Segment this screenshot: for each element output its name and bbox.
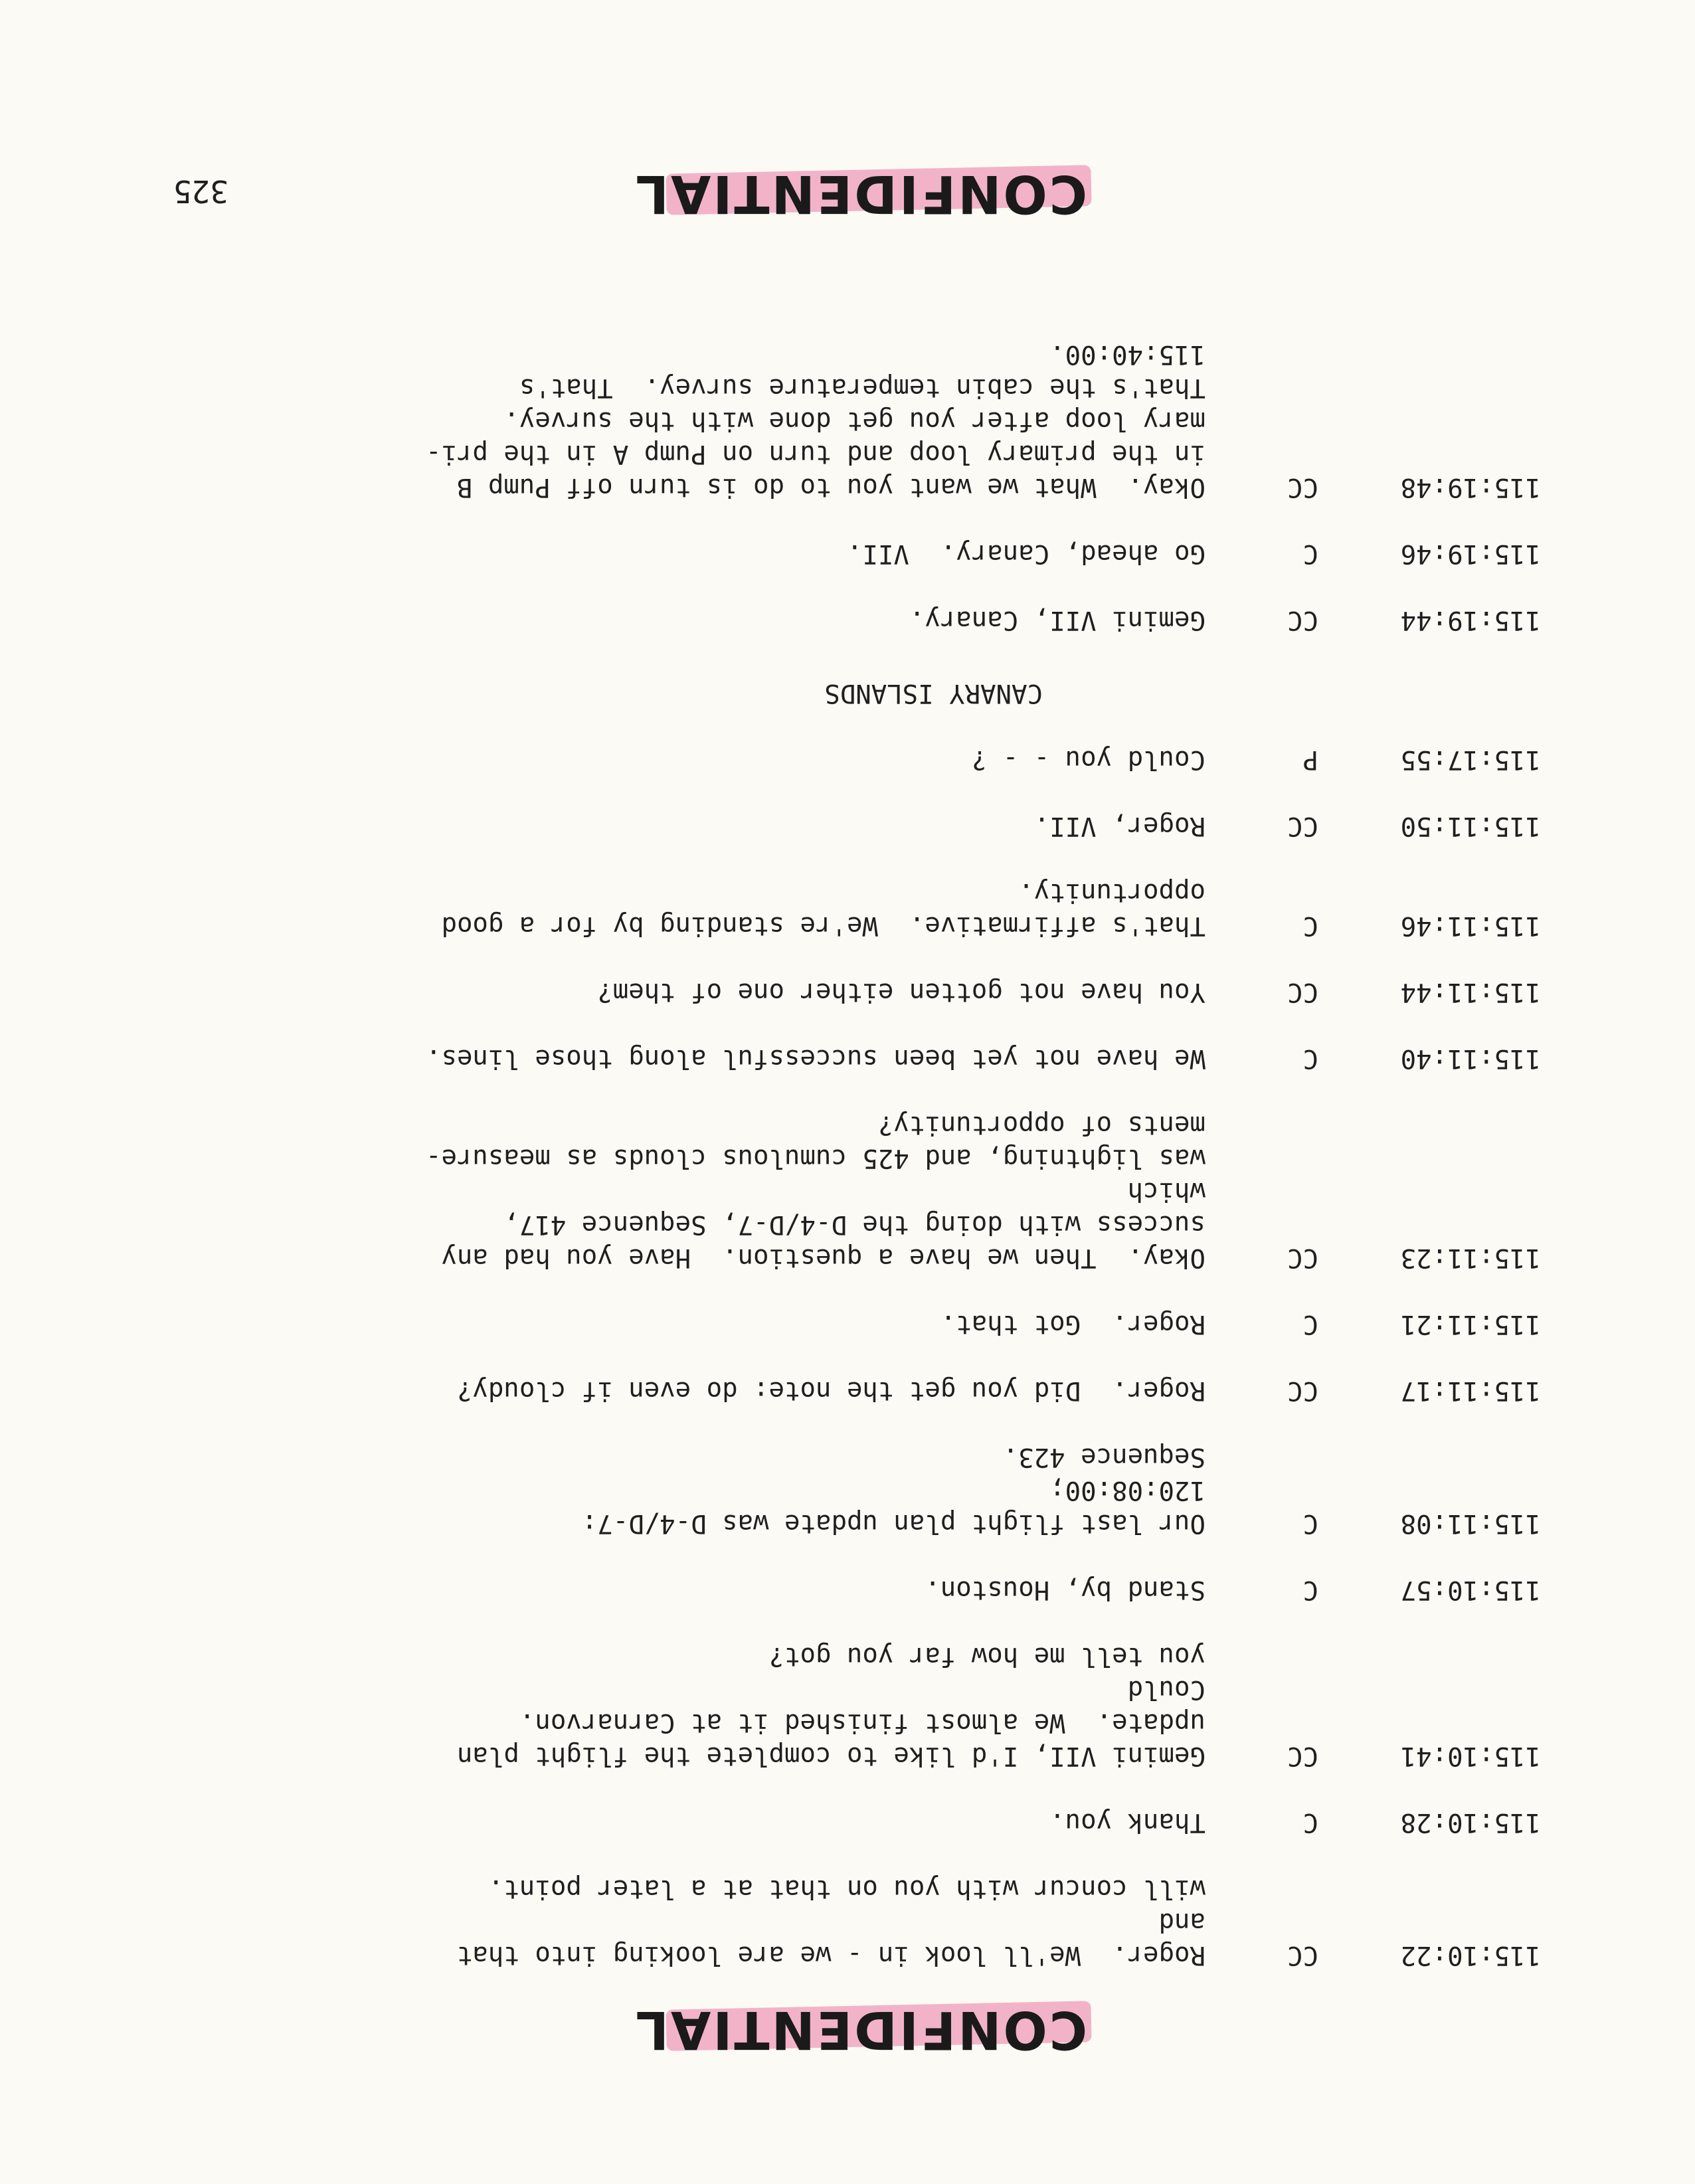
- speaker: C: [1302, 1508, 1318, 1538]
- speaker: C: [1302, 1044, 1318, 1073]
- confidential-stamp-text: CONFIDENTIAL: [634, 163, 1087, 223]
- dialogue-text: That's affirmative. We're standing by for a good opportunity.: [441, 877, 1205, 941]
- confidential-stamp-top: [634, 1999, 1087, 2060]
- dialogue-text: Go ahead, Canary. VII.: [846, 539, 1205, 569]
- transcript-entry: [113, 809, 1541, 842]
- transcript-entry: [113, 1805, 1541, 1839]
- transcript: [113, 304, 1541, 1971]
- transcript-entry: [113, 975, 1541, 1008]
- timestamp: 115:10:41: [1400, 1741, 1541, 1771]
- speaker: C: [1302, 1575, 1318, 1605]
- timestamp: 115:19:46: [1400, 539, 1541, 569]
- transcript-entry: [113, 537, 1541, 570]
- speaker: P: [1302, 745, 1318, 774]
- dialogue-text: Gemini VII, Canary.: [909, 605, 1205, 635]
- speaker: C: [1302, 911, 1318, 941]
- timestamp: 115:19:48: [1400, 472, 1541, 502]
- speaker: CC: [1287, 472, 1318, 502]
- transcript-entry: [113, 1042, 1541, 1075]
- speaker: C: [1302, 1309, 1318, 1339]
- confidential-stamp-bottom: [634, 163, 1087, 224]
- timestamp: 115:11:46: [1400, 911, 1541, 941]
- speaker: C: [1302, 539, 1318, 569]
- dialogue-text: Okay. Then we have a question. Have you had any success with doing the D-4/D-7, Sequence 417, which was lightning, and 425 cumulous clouds as measure- ments of opportunity?: [426, 1110, 1205, 1273]
- speaker: CC: [1287, 1741, 1318, 1771]
- dialogue-text: Okay. What we want you to do is turn off Pump B in the primary loop and turn on Pump A in the pri- mary loop after you get done with the survey. That's the cabin temperature survey. That's 115:40:00.: [426, 339, 1205, 502]
- transcript-entry: [113, 1872, 1541, 1971]
- timestamp: 115:17:55: [1400, 745, 1541, 774]
- page-number: 325: [173, 173, 228, 209]
- speaker: CC: [1287, 605, 1318, 635]
- timestamp: 115:11:21: [1400, 1309, 1541, 1339]
- transcript-entry: [113, 1639, 1541, 1772]
- transcript-entry: [113, 1573, 1541, 1606]
- dialogue-text: Thank you.: [1049, 1807, 1205, 1837]
- speaker: CC: [1287, 1940, 1318, 1970]
- speaker: CC: [1287, 811, 1318, 841]
- timestamp: 115:11:44: [1400, 977, 1541, 1007]
- dialogue-text: Gemini VII, I'd like to complete the flight plan update. We almost finished it at Carnarvon. Could you tell me how far you got?: [456, 1641, 1205, 1771]
- timestamp: 115:11:23: [1400, 1243, 1541, 1273]
- transcript-entry: [113, 743, 1541, 776]
- dialogue-text: Our last flight plan update was D-4/D-7: 120:08:00; Sequence 423.: [581, 1442, 1205, 1538]
- dialogue-text: Roger. Did you get the note: do even if cloudy?: [456, 1376, 1205, 1406]
- dialogue-text: Roger, VII.: [1033, 811, 1205, 841]
- timestamp: 115:11:50: [1400, 811, 1541, 841]
- timestamp: 115:11:08: [1400, 1508, 1541, 1538]
- transcript-entry: [113, 1374, 1541, 1407]
- timestamp: 115:10:22: [1400, 1940, 1541, 1970]
- timestamp: 115:19:44: [1400, 605, 1541, 635]
- speaker: CC: [1287, 1376, 1318, 1406]
- transcript-entry: [113, 1440, 1541, 1540]
- transcript-entry: [113, 603, 1541, 636]
- speaker: C: [1302, 1807, 1318, 1837]
- timestamp: 115:10:28: [1400, 1807, 1541, 1837]
- dialogue-text: Could you - - ?: [971, 745, 1205, 774]
- transcript-entry: [113, 337, 1541, 503]
- timestamp: 115:10:57: [1400, 1575, 1541, 1605]
- dialogue-text: We have not yet been successful along those lines.: [426, 1044, 1205, 1073]
- transcript-entry: [113, 1108, 1541, 1274]
- transcript-entry: [113, 875, 1541, 942]
- section-heading: CANARY ISLANDS: [824, 678, 1043, 708]
- speaker: CC: [1287, 1243, 1318, 1273]
- transcript-entry: [113, 1307, 1541, 1340]
- dialogue-text: You have not gotten either one of them?: [597, 977, 1205, 1007]
- speaker: CC: [1287, 977, 1318, 1007]
- timestamp: 115:11:40: [1400, 1044, 1541, 1073]
- dialogue-text: Stand by, Houston.: [925, 1575, 1205, 1605]
- transcript-block-1: [113, 743, 1541, 1971]
- timestamp: 115:11:17: [1400, 1376, 1541, 1406]
- dialogue-text: Roger. We'll look in - we are looking into that and will concur with you on that at a later point.: [456, 1874, 1205, 1970]
- confidential-stamp-text: CONFIDENTIAL: [634, 1999, 1087, 2059]
- dialogue-text: Roger. Got that.: [940, 1309, 1205, 1339]
- transcript-block-2: [113, 337, 1541, 636]
